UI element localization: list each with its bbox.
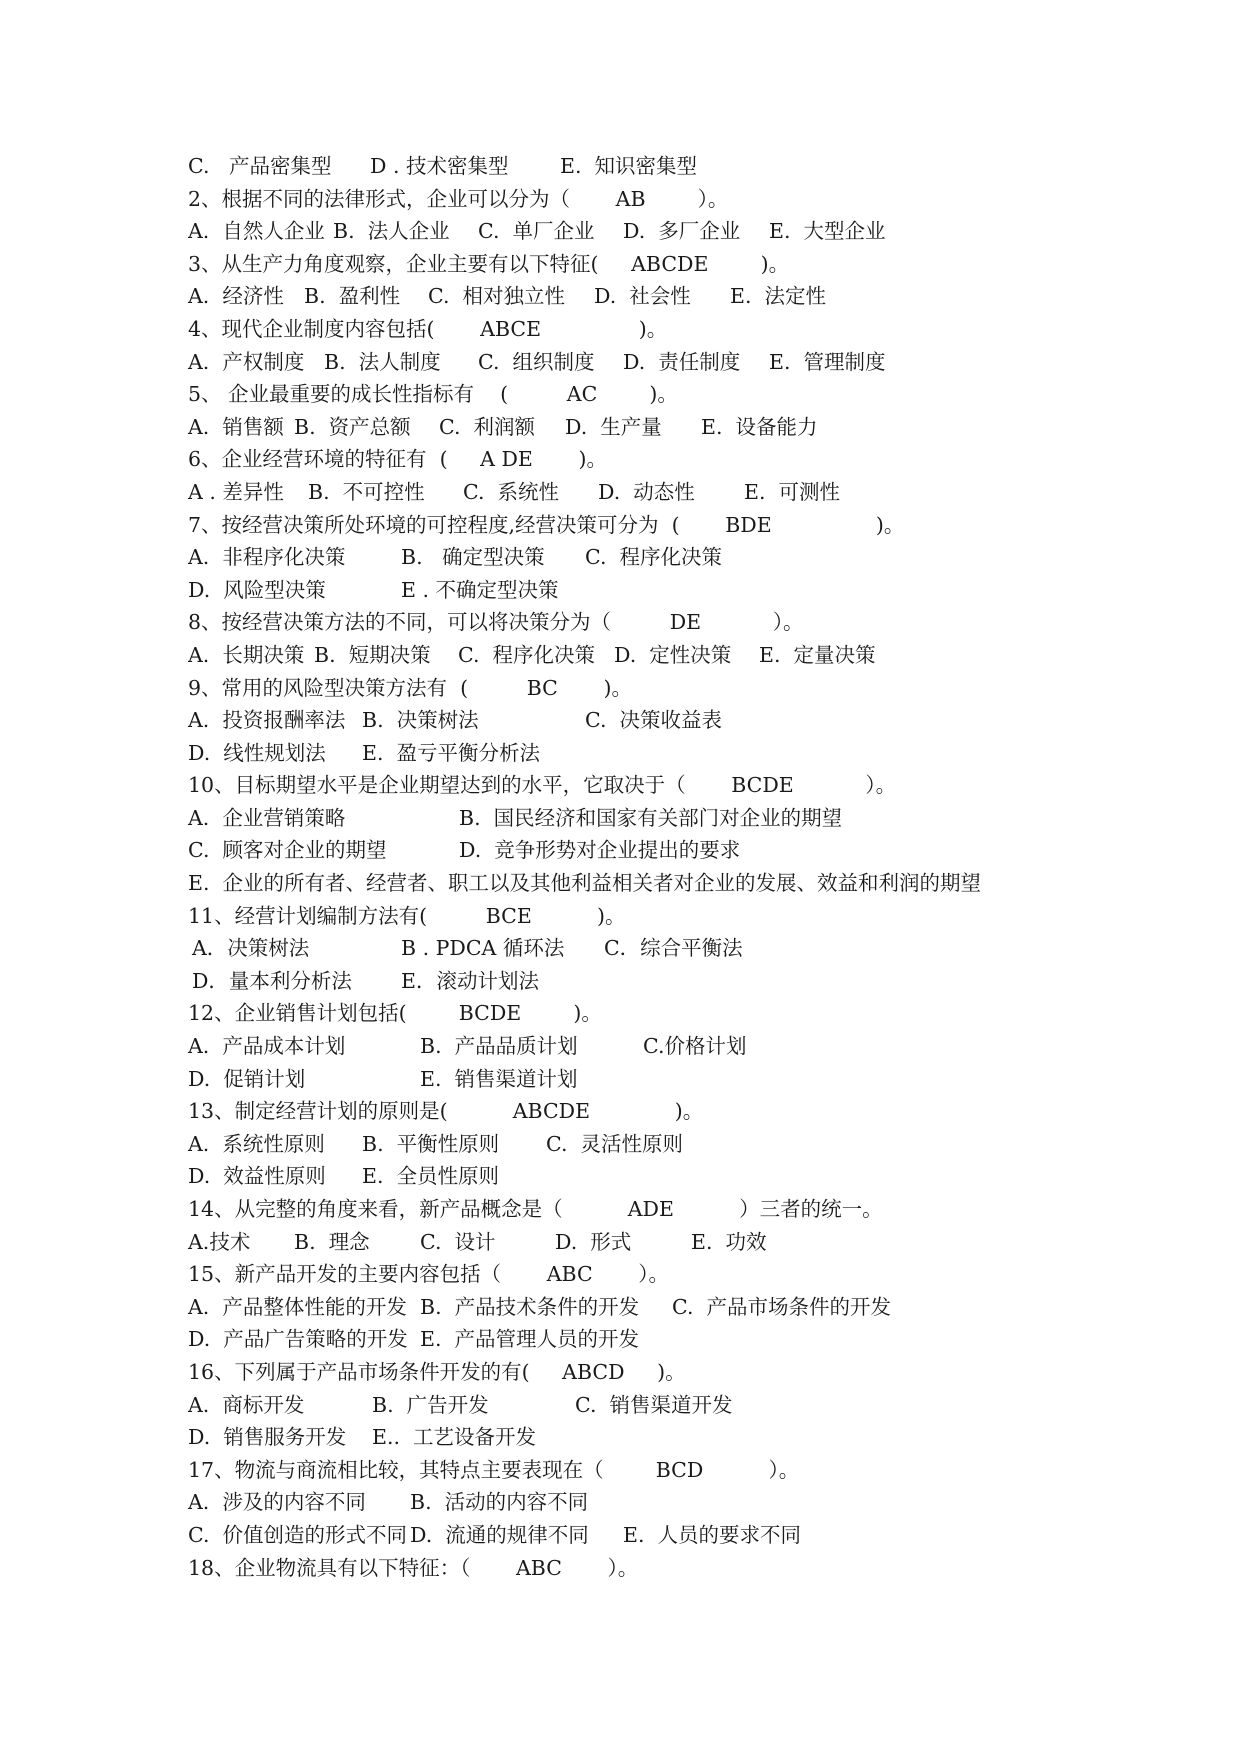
text-line [188, 1258, 1088, 1291]
line-text: 14、从完整的角度来看，新产品概念是（ ADE ）三者的统一。 [188, 1197, 883, 1221]
text-line [188, 443, 1088, 476]
text-line [188, 639, 1088, 672]
option-text: D. 生产量 [565, 414, 662, 439]
text-line [188, 1226, 1088, 1259]
option-text: C. 利润额 [439, 414, 536, 439]
line-text: A．决策树法 [192, 936, 310, 961]
option-text: D. 流通的规律不同 [410, 1522, 589, 1547]
text-line [188, 1421, 1088, 1454]
line-text: A. 涉及的内容不同 [188, 1490, 366, 1515]
text-line [188, 574, 1088, 607]
option-text: B. 活动的内容不同 [410, 1490, 589, 1515]
line-text: 11、经营计划编制方法有( BCE )。 [188, 903, 626, 928]
line-text: 15、新产品开发的主要内容包括（ ABC ）。 [188, 1262, 669, 1287]
option-text: C. 产品市场条件的开发 [672, 1294, 892, 1319]
document-body [188, 150, 1088, 1584]
option-text: C. 系统性 [463, 479, 560, 504]
line-text: A. 经济性 [188, 284, 284, 309]
option-text: B. 广告开发 [372, 1392, 489, 1417]
option-text: B. 法人制度 [324, 349, 441, 374]
line-text: A. 商标开发 [188, 1392, 305, 1417]
text-line [188, 769, 1088, 802]
text-line [188, 1454, 1088, 1487]
text-line [188, 704, 1088, 737]
text-line [188, 1356, 1088, 1389]
option-text: C. 相对独立性 [428, 284, 566, 309]
option-text: C．综合平衡法 [604, 936, 743, 961]
option-text: E.. 工艺设备开发 [372, 1425, 537, 1450]
text-line [188, 1160, 1088, 1193]
line-text: 3、从生产力角度观察，企业主要有以下特征( ABCDE )。 [188, 251, 790, 276]
option-text: E. 人员的要求不同 [623, 1522, 802, 1547]
option-text: B. 不可控性 [308, 479, 425, 504]
text-line [188, 509, 1088, 542]
option-text: D. 竞争形势对企业提出的要求 [459, 838, 741, 863]
line-text: A. 产权制度 [188, 349, 305, 374]
text-line [188, 215, 1088, 248]
text-line [188, 476, 1088, 509]
line-text: D. 风险型决策 [188, 577, 326, 602]
option-text: B. 短期决策 [314, 642, 431, 667]
text-line [188, 411, 1088, 444]
line-text: A. 系统性原则 [188, 1131, 325, 1156]
option-text: C. 销售渠道开发 [575, 1392, 733, 1417]
line-text: A. 企业营销策略 [188, 805, 346, 830]
line-text: 2、根据不同的法律形式，企业可以分为（ AB ）。 [188, 186, 729, 211]
option-text: E. 全员性原则 [362, 1164, 500, 1189]
text-line [188, 802, 1088, 835]
text-line [188, 867, 1088, 900]
line-text: D．量本利分析法 [192, 968, 352, 993]
text-line [188, 280, 1088, 313]
text-line [188, 1323, 1088, 1356]
text-line [188, 1552, 1088, 1585]
line-text: 7、按经营决策所处环境的可控程度,经营决策可分为 ( BDE )。 [188, 512, 905, 537]
option-text: E. 大型企业 [769, 219, 886, 244]
text-line [188, 183, 1088, 216]
option-text: B. 理念 [294, 1229, 370, 1254]
text-line [188, 834, 1088, 867]
line-text: 12、企业销售计划包括( BCDE )。 [188, 1001, 602, 1026]
option-text: D. 形式 [555, 1229, 632, 1254]
option-text: C. 单厂企业 [478, 219, 595, 244]
option-text: B. 国民经济和国家有关部门对企业的期望 [459, 805, 843, 830]
text-line [188, 1128, 1088, 1161]
text-line [188, 997, 1088, 1030]
text-line [188, 965, 1088, 998]
line-text: 17、物流与商流相比较，其特点主要表现在（ BCD ）。 [188, 1457, 800, 1482]
line-text: 10、目标期望水平是企业期望达到的水平，它取决于（ BCDE ）。 [188, 773, 897, 798]
line-text: C. 价值创造的形式不同 [188, 1522, 408, 1547]
text-line [188, 378, 1088, 411]
option-text: E．滚动计划法 [401, 968, 539, 993]
text-line [188, 1389, 1088, 1422]
option-text: D. 社会性 [594, 284, 691, 309]
option-text: E. 产品管理人员的开发 [420, 1327, 640, 1352]
line-text: A. 销售额 [188, 414, 284, 439]
option-text: E. 可测性 [744, 479, 841, 504]
option-text: D. 动态性 [598, 479, 695, 504]
text-line [188, 737, 1088, 770]
line-text: A. 产品整体性能的开发 [188, 1294, 407, 1319]
option-text: B. 产品技术条件的开发 [420, 1294, 640, 1319]
option-text: C. 程序化决策 [458, 642, 596, 667]
option-text: C. 灵活性原则 [546, 1131, 684, 1156]
line-text: D. 销售服务开发 [188, 1425, 347, 1450]
line-text: A. 投资报酬率法 [188, 708, 346, 733]
text-line [188, 1486, 1088, 1519]
line-text: 18、企业物流具有以下特征：（ ABC ）。 [188, 1555, 639, 1580]
line-text: A. 长期决策 [188, 642, 305, 667]
text-line [188, 1095, 1088, 1128]
text-line [188, 150, 1088, 183]
option-text: B. 确定型决策 [401, 545, 545, 570]
line-text: 5、 企业最重要的成长性指标有 ( AC )。 [188, 382, 678, 407]
option-text: E. 功效 [691, 1229, 767, 1254]
text-line [188, 672, 1088, 705]
line-text: A. 非程序化决策 [188, 545, 346, 570]
option-text: D . 技术密集型 [370, 154, 509, 178]
option-text: B. 资产总额 [294, 414, 411, 439]
text-line [188, 1193, 1088, 1226]
option-text: E. 设备能力 [701, 414, 818, 439]
line-text: D. 产品广告策略的开发 [188, 1327, 408, 1352]
text-line [188, 1519, 1088, 1552]
option-text: C. 程序化决策 [585, 545, 723, 570]
text-line [188, 248, 1088, 281]
line-text: A. 产品成本计划 [188, 1034, 346, 1059]
line-text: 9、常用的风险型决策方法有 ( BC )。 [188, 675, 632, 700]
text-line [188, 346, 1088, 379]
option-text: B. 产品品质计划 [420, 1034, 578, 1059]
line-text: A . 差异性 [188, 479, 284, 504]
line-text: 13、制定经营计划的原则是( ABCDE )。 [188, 1099, 704, 1124]
line-text: C. 产品密集型 [188, 154, 332, 178]
line-text: 4、现代企业制度内容包括( ABCE )。 [188, 316, 668, 341]
line-text: E. 企业的所有者、经营者、职工以及其他利益相关者对企业的发展、效益和利润的期望 [188, 871, 982, 896]
option-text: E. 盈亏平衡分析法 [362, 740, 541, 765]
option-text: E. 法定性 [730, 284, 827, 309]
line-text: D. 线性规划法 [188, 740, 326, 765]
line-text: 16、下列属于产品市场条件开发的有( ABCD )。 [188, 1359, 686, 1384]
line-text: C. 顾客对企业的期望 [188, 838, 387, 863]
text-line [188, 1063, 1088, 1096]
option-text: B. 盈利性 [304, 284, 401, 309]
text-line [188, 1030, 1088, 1063]
option-text: B . PDCA 循环法 [401, 936, 565, 961]
option-text: D. 多厂企业 [623, 219, 741, 244]
option-text: D. 责任制度 [623, 349, 741, 374]
option-text: E . 不确定型决策 [401, 577, 559, 602]
option-text: E. 定量决策 [759, 642, 876, 667]
option-text: C. 组织制度 [478, 349, 595, 374]
text-line [188, 541, 1088, 574]
option-text: E. 知识密集型 [560, 154, 698, 178]
option-text: C. 设计 [420, 1229, 496, 1254]
text-line [188, 1291, 1088, 1324]
line-text: D. 效益性原则 [188, 1164, 326, 1189]
option-text: D. 定性决策 [614, 642, 732, 667]
line-text: 6、企业经营环境的特征有 ( A DE )。 [188, 447, 607, 472]
text-line [188, 313, 1088, 346]
line-text: D. 促销计划 [188, 1066, 306, 1091]
option-text: C.价格计划 [643, 1034, 747, 1059]
line-text: 8、按经营决策方法的不同，可以将决策分为（ DE ）。 [188, 610, 804, 635]
option-text: C. 决策收益表 [585, 708, 723, 733]
option-text: B. 法人企业 [333, 219, 450, 244]
option-text: E. 销售渠道计划 [420, 1066, 578, 1091]
option-text: B. 决策树法 [362, 708, 479, 733]
line-text: A.技术 [188, 1229, 251, 1254]
text-line [188, 606, 1088, 639]
line-text: A. 自然人企业 [188, 219, 325, 244]
option-text: B. 平衡性原则 [362, 1131, 500, 1156]
text-line [188, 900, 1088, 933]
option-text: E. 管理制度 [769, 349, 886, 374]
text-line [188, 932, 1088, 965]
